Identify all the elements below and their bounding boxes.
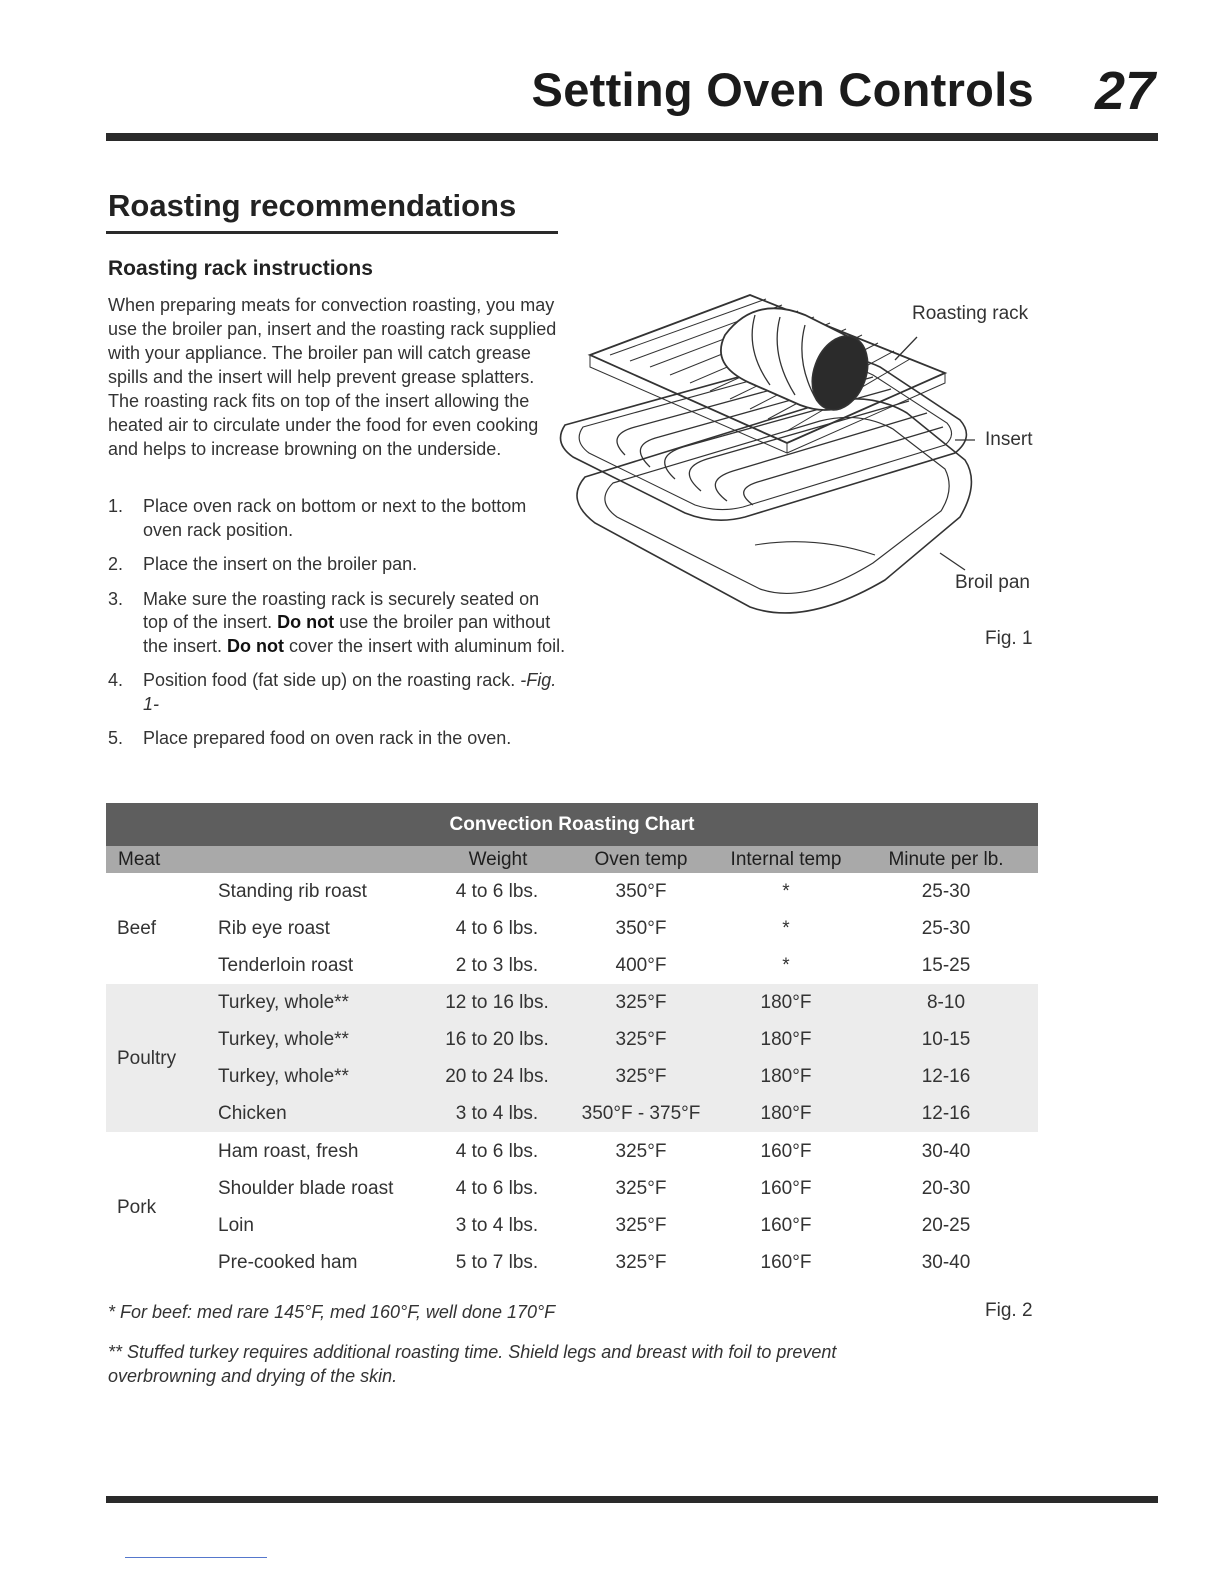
- cut-name: Turkey, whole**: [218, 992, 349, 1013]
- roast-shape: [721, 308, 878, 417]
- step-text: Position food (fat side up) on the roasting rack.: [143, 670, 521, 690]
- step-text: use the broiler pan without the insert.: [143, 612, 551, 656]
- oven-temp-value: 400°F: [615, 955, 667, 976]
- table-row: [0, 1133, 1224, 1170]
- page-title: Setting Oven Controls: [531, 63, 1034, 116]
- oven-temp-value: 325°F: [615, 1252, 667, 1273]
- step-text: cover the insert with aluminum foil.: [284, 635, 566, 656]
- cut-name: Turkey, whole**: [218, 1029, 349, 1050]
- subsection-title: Roasting rack instructions: [108, 257, 373, 280]
- step-number: 4.: [108, 670, 124, 690]
- cut-name: Shoulder blade roast: [218, 1178, 394, 1199]
- weight-value: 4 to 6 lbs.: [455, 1178, 539, 1199]
- oven-temp-value: 325°F: [615, 1066, 667, 1087]
- step-item: [108, 495, 568, 542]
- footer-link-underline: [125, 1557, 267, 1558]
- internal-temp-value: 180°F: [760, 1066, 812, 1087]
- figure-1-caption: Fig. 1: [985, 628, 1033, 649]
- minutes-value: 30-40: [921, 1252, 971, 1273]
- intro-paragraph: When preparing meats for convection roasting, you may use the broiler pan, insert and the roasting rack supplied with your appliance. The broiler pan will catch grease spills and the insert will help prevent grease splatters. The roasting rack fits on top of the insert allowing the heated air to circulate under the food for even cooking and helps to increase browning on the underside.: [108, 295, 557, 459]
- step-item: [108, 669, 568, 716]
- step-number: 2.: [108, 554, 124, 574]
- internal-temp-value: 160°F: [760, 1178, 812, 1199]
- chart-title: Convection Roasting Chart: [106, 803, 1038, 846]
- header-oven-temp: Oven temp: [594, 849, 688, 870]
- minutes-value: 12-16: [921, 1066, 971, 1087]
- weight-value: 4 to 6 lbs.: [455, 881, 539, 902]
- oven-temp-value: 325°F: [615, 1029, 667, 1050]
- minutes-value: 12-16: [921, 1103, 971, 1124]
- minutes-value: 8-10: [926, 992, 966, 1013]
- internal-temp-value: 180°F: [760, 1029, 812, 1050]
- weight-value: 12 to 16 lbs.: [445, 992, 549, 1013]
- oven-temp-value: 350°F: [615, 918, 667, 939]
- warning-emphasis: Do not: [227, 635, 285, 656]
- cut-name: Tenderloin roast: [218, 955, 354, 976]
- chart-header-row: [106, 846, 1038, 873]
- oven-temp-value: 325°F: [615, 992, 667, 1013]
- header-divider: [106, 133, 1158, 141]
- weight-value: 16 to 20 lbs.: [445, 1029, 549, 1050]
- cut-name: Rib eye roast: [218, 918, 330, 939]
- weight-value: 5 to 7 lbs.: [455, 1252, 539, 1273]
- cut-name: Turkey, whole**: [218, 1066, 349, 1087]
- table-row: [0, 1244, 1224, 1281]
- oven-temp-value: 325°F: [615, 1178, 667, 1199]
- minutes-value: 25-30: [921, 881, 971, 902]
- internal-temp-value: *: [782, 881, 790, 902]
- internal-temp-value: 160°F: [760, 1141, 812, 1162]
- step-text: Make sure the roasting rack is securely seated on top of the insert.: [143, 588, 540, 632]
- weight-value: 3 to 4 lbs.: [455, 1215, 539, 1236]
- footnote-turkey: ** Stuffed turkey requires additional roasting time. Shield legs and breast with foil to prevent overbrowning and drying of the skin.: [108, 1342, 837, 1386]
- oven-temp-value: 350°F - 375°F: [581, 1103, 701, 1124]
- figure-2-caption: Fig. 2: [985, 1300, 1033, 1321]
- step-item: [108, 553, 568, 577]
- internal-temp-value: 180°F: [760, 1103, 812, 1124]
- table-row: [0, 984, 1224, 1021]
- table-row: [0, 910, 1224, 947]
- footnote-beef: * For beef: med rare 145°F, med 160°F, well done 170°F: [108, 1302, 556, 1322]
- cut-name: Standing rib roast: [218, 881, 367, 902]
- weight-value: 4 to 6 lbs.: [455, 1141, 539, 1162]
- weight-value: 3 to 4 lbs.: [455, 1103, 539, 1124]
- minutes-value: 30-40: [921, 1141, 971, 1162]
- figure-reference: -Fig. 1-: [143, 670, 557, 714]
- table-row: [0, 1207, 1224, 1244]
- broil-pan-shape: [577, 399, 971, 613]
- rack-label: Roasting rack: [912, 303, 1029, 324]
- footer-divider: [106, 1496, 1158, 1503]
- step-item: [108, 727, 568, 751]
- cut-name: Ham roast, fresh: [218, 1141, 359, 1162]
- table-row: [0, 873, 1224, 910]
- cut-name: Loin: [218, 1215, 254, 1236]
- step-text: Place oven rack on bottom or next to the bottom oven rack position.: [143, 496, 527, 540]
- group-label-beef: Beef: [117, 918, 157, 939]
- internal-temp-value: 160°F: [760, 1252, 812, 1273]
- oven-temp-value: 325°F: [615, 1215, 667, 1236]
- warning-emphasis: Do not: [277, 612, 335, 632]
- step-number: 5.: [108, 728, 124, 748]
- oven-temp-value: 325°F: [615, 1141, 667, 1162]
- weight-value: 4 to 6 lbs.: [455, 918, 539, 939]
- section-title: Roasting recommendations: [108, 188, 517, 223]
- step-number: 1.: [108, 496, 124, 516]
- table-row: [0, 1095, 1224, 1132]
- internal-temp-value: *: [782, 955, 790, 976]
- page-number: 27: [1095, 61, 1156, 121]
- minutes-value: 20-30: [921, 1178, 971, 1199]
- section-divider: [106, 231, 558, 234]
- group-label-pork: Pork: [117, 1197, 157, 1218]
- step-number: 3.: [108, 588, 124, 609]
- header-meat: Meat: [118, 849, 161, 870]
- cut-name: Chicken: [218, 1103, 287, 1124]
- cut-name: Pre-cooked ham: [218, 1252, 358, 1273]
- internal-temp-value: 180°F: [760, 992, 812, 1013]
- step-item: [108, 588, 568, 659]
- broil-pan-label: Broil pan: [955, 572, 1030, 593]
- minutes-value: 20-25: [921, 1215, 971, 1236]
- weight-value: 20 to 24 lbs.: [445, 1066, 549, 1087]
- group-label-poultry: Poultry: [117, 1048, 177, 1069]
- minutes-value: 10-15: [921, 1029, 971, 1050]
- instruction-steps: [108, 495, 568, 762]
- step-text: Place prepared food on oven rack in the oven.: [143, 728, 512, 748]
- minutes-value: 15-25: [921, 955, 971, 976]
- header-minutes-per-lb: Minute per lb.: [888, 849, 1004, 870]
- header-weight: Weight: [468, 849, 528, 870]
- step-text: Place the insert on the broiler pan.: [143, 554, 418, 574]
- header-internal-temp: Internal temp: [730, 849, 842, 870]
- weight-value: 2 to 3 lbs.: [455, 955, 539, 976]
- internal-temp-value: *: [782, 918, 790, 939]
- oven-temp-value: 350°F: [615, 881, 667, 902]
- table-row: [0, 1021, 1224, 1058]
- table-row: [0, 1170, 1224, 1207]
- insert-label: Insert: [985, 429, 1033, 450]
- minutes-value: 25-30: [921, 918, 971, 939]
- internal-temp-value: 160°F: [760, 1215, 812, 1236]
- table-row: [0, 947, 1224, 984]
- table-row: [0, 1058, 1224, 1095]
